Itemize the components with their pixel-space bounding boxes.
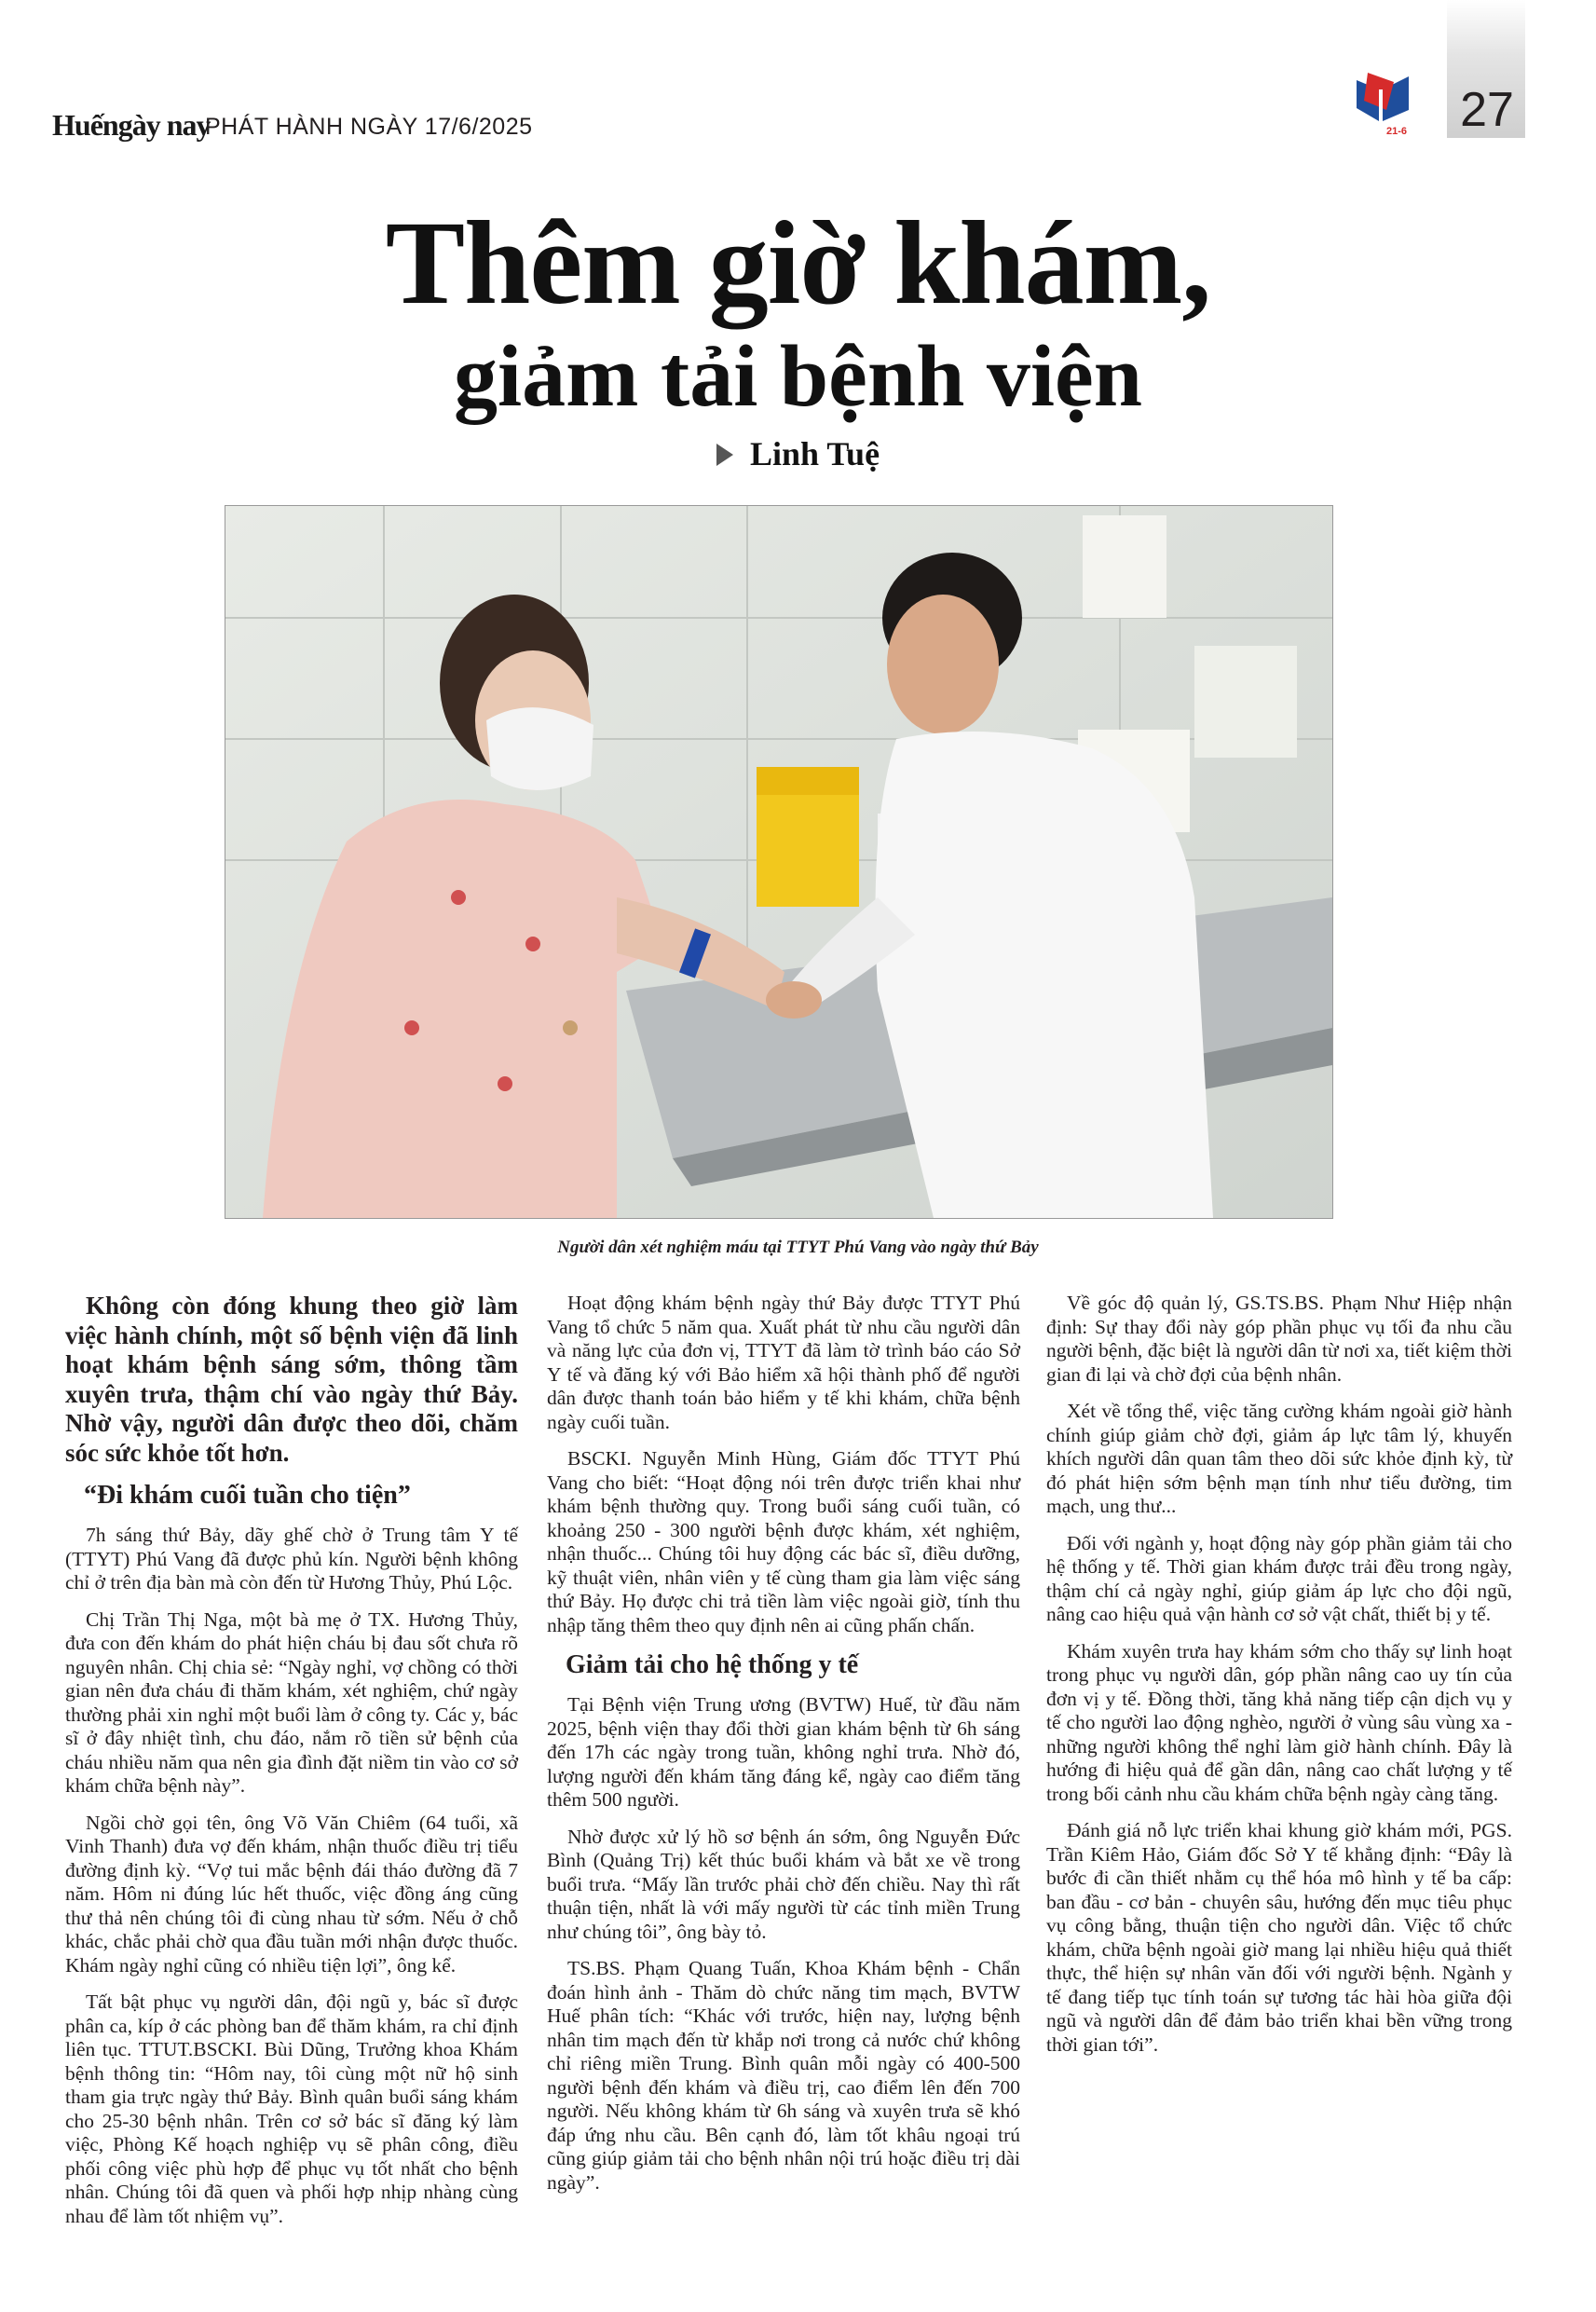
article-column-1 bbox=[65, 1292, 518, 2241]
body-paragraph: Khám xuyên trưa hay khám sớm cho thấy sự linh hoạt trong phục vụ người dân, góp phần nâng cao uy tín của đơn vị y tế. Đồng thời, tăng khả năng tiếp cận dịch vụ y tế cho người lao động nghèo, người ở vùng sâu vùng xa - những người không thể nghỉ làm giờ hành chính. Đây là hướng đi hiệu quả để gần dân, nâng cao chất lượng y tế trong bối cảnh nhu cầu khám chữa bệnh ngày càng tăng. bbox=[1046, 1639, 1512, 1805]
page-header bbox=[52, 97, 704, 153]
body-paragraph: Chị Trần Thị Nga, một bà mẹ ở TX. Hương Thủy, đưa con đến khám do phát hiện cháu bị đau sốt chưa rõ nguyên nhân. Chị chia sẻ: “Ngày nghỉ, vợ chồng có thời gian nên đưa cháu đi thăm khám, xét nghiệm, chứ ngày thường phải xin nghỉ một buổi làm ở công ty. Các y, bác sĩ ở đây nhiệt tình, chu đáo, nắm rõ tiền sử bệnh của cháu nhiều năm qua nên gia đình đặt niềm tin vào cơ sở khám chữa bệnh này”. bbox=[65, 1607, 518, 1797]
body-paragraph: TS.BS. Phạm Quang Tuấn, Khoa Khám bệnh - Chẩn đoán hình ảnh - Thăm dò chức năng tim mạch, BVTW Huế phân tích: “Khác với trước, hiện nay, lượng bệnh nhân tim mạch đến từ khắp nơi trong cả nước chứ không chỉ riêng miền Trung. Bình quân mỗi ngày có 400-500 người bệnh đến khám và điều trị, cao điểm lên đến 700 người. Nếu không khám từ 6h sáng và xuyên trưa sẽ khó đáp ứng nhu cầu. Bên cạnh đó, làm tốt khâu ngoại trú cũng giúp giảm tải cho bệnh nhân nội trú hoặc điều trị dài ngày”. bbox=[547, 1957, 1020, 2194]
body-paragraph: Đánh giá nỗ lực triển khai khung giờ khám mới, PGS. Trần Kiêm Hảo, Giám đốc Sở Y tế khẳng định: “Đây là bước đi cần thiết nhằm cụ thể hóa mô hình y tế ba cấp: ban đầu - cơ bản - chuyên sâu, hướng đến mục tiêu phục vụ công bằng, thuận tiện cho người dân. Việc tổ chức khám, chữa bệnh ngoài giờ mang lại nhiều hiệu quả thiết thực, thể hiện sự nhân văn đối với người bệnh. Ngành y tế đang tiếp tục tính toán sự tương tác hài hòa giữa đội ngũ và người dân để đảm bảo triển khai bền vững trong thời gian tới”. bbox=[1046, 1819, 1512, 2056]
body-paragraph: Hoạt động khám bệnh ngày thứ Bảy được TTYT Phú Vang tổ chức 5 năm qua. Xuất phát từ nhu cầu người dân và năng lực của đơn vị, TTYT đã làm tờ trình báo cáo Sở Y tế và đăng ký với Bảo hiểm xã hội thành phố để người dân được thanh toán bảo hiểm y tế khi khám, chữa bệnh ngày cuối tuần. bbox=[547, 1292, 1020, 1433]
article-title-line1: Thêm giờ khám, bbox=[385, 197, 1211, 329]
lead-paragraph: Không còn đóng khung theo giờ làm việc hành chính, một số bệnh viện đã linh hoạt khám bệnh sáng sớm, thông tầm xuyên trưa, thậm chí vào ngày thứ Bảy. Nhờ vậy, người dân được theo dõi, chăm sóc sức khỏe tốt hơn. bbox=[65, 1292, 518, 1467]
subheading-reduce-load: Giảm tải cho hệ thống y tế bbox=[566, 1650, 859, 1679]
body-paragraph: Xét về tổng thể, việc tăng cường khám ngoài giờ hành chính giúp giảm chờ đợi, giảm áp lực tâm lý, khuyến khích người dân quan tâm theo dõi sức khỏe định kỳ, từ đó phát hiện sớm bệnh mạn tính như tiểu đường, tim mạch, ung thư... bbox=[1046, 1400, 1512, 1517]
body-paragraph: BSCKI. Nguyễn Minh Hùng, Giám đốc TTYT Phú Vang cho biết: “Hoạt động nói trên được triển khai như khám bệnh thường quy. Trong buổi sáng cuối tuần, có khoảng 250 - 300 người bệnh được khám, xét nghiệm, nhận thuốc... Chúng tôi huy động các bác sĩ, điều dưỡng, kỹ thuật viên, nhân viên y tế cùng tham gia làm việc sáng thứ Bảy. Họ được chi trả tiền làm việc ngoài giờ, tính thu nhập tăng thêm theo quy định nên ai cũng phấn chấn. bbox=[547, 1447, 1020, 1636]
play-triangle-icon bbox=[716, 444, 733, 466]
body-paragraph: Đối với ngành y, hoạt động này góp phần giảm tải cho hệ thống y tế. Thời gian khám được trải đều trong ngày, thậm chí cả ngày nghỉ, giúp giảm áp lực cho đội ngũ, nâng cao hiệu quả vận hành cơ sở vật chất, thiết bị y tế. bbox=[1046, 1531, 1512, 1625]
body-paragraph: Nhờ được xử lý hồ sơ bệnh án sớm, ông Nguyễn Đức Bình (Quảng Trị) kết thúc buổi khám và bắt xe về trong buổi trưa. “Mấy lần trước phải chờ đến chiều. Nay thì rất thuận tiện, nhất là với mấy người từ các tỉnh miền Trung như chúng tôi”, ông bày tỏ. bbox=[547, 1825, 1020, 1943]
body-paragraph: Tất bật phục vụ người dân, đội ngũ y, bác sĩ được phân ca, kíp ở các phòng ban để thăm khám, ra chỉ định liên tục. TTUT.BSCKI. Bùi Dũng, Trưởng khoa Khám bệnh thông tin: “Hôm nay, tôi cùng một nữ hộ sinh tham gia trực ngày thứ Bảy. Bình quân buổi sáng khám cho 25-30 bệnh nhân. Trên cơ sở bác sĩ đăng ký làm việc, Phòng Kế hoạch nghiệp vụ sẽ phân công, điều phối công việc phù hợp để phục vụ tốt nhất cho bệnh nhân. Chúng tôi đã quen và phối hợp nhịp nhàng cùng nhau để làm tốt nhiệm vụ”. bbox=[65, 1991, 518, 2227]
article-photo bbox=[225, 505, 1333, 1219]
body-paragraph: Tại Bệnh viện Trung ương (BVTW) Huế, từ đầu năm 2025, bệnh viện thay đổi thời gian khám bệnh từ 6h sáng đến 17h các ngày trong tuần, không nghỉ trưa. Nhờ đó, lượng người đến khám tăng đáng kể, ngày cao điểm tăng thêm 500 người. bbox=[547, 1693, 1020, 1811]
publish-date: PHÁT HÀNH NGÀY 17/6/2025 bbox=[205, 114, 533, 140]
article-column-2 bbox=[547, 1292, 1020, 2208]
body-paragraph: Về góc độ quản lý, GS.TS.BS. Phạm Như Hiệp nhận định: Sự thay đổi này góp phần phục vụ tối đa nhu cầu người bệnh, đặc biệt là người dân từ nơi xa, tiết kiệm thời gian đi lại và chờ đợi của bệnh nhân. bbox=[1046, 1292, 1512, 1386]
svg-text:21-6: 21-6 bbox=[1386, 126, 1408, 137]
byline bbox=[0, 434, 1596, 473]
article-column-3 bbox=[1046, 1292, 1512, 2070]
body-paragraph: 7h sáng thứ Bảy, dãy ghế chờ ở Trung tâm Y tế (TTYT) Phú Vang đã được phủ kín. Người bệnh không chỉ ở trên địa bàn mà còn đến từ Hương Thủy, Phú Lộc. bbox=[65, 1524, 518, 1594]
page-number: 27 bbox=[1460, 83, 1514, 137]
author-name: Linh Tuệ bbox=[749, 435, 880, 472]
subheading-weekend-visit: “Đi khám cuối tuần cho tiện” bbox=[84, 1481, 411, 1510]
press-day-21-6-logo-icon bbox=[1351, 67, 1416, 138]
masthead-logo: Huếngày nay bbox=[52, 108, 211, 142]
body-paragraph: Ngồi chờ gọi tên, ông Võ Văn Chiêm (64 tuổi, xã Vinh Thanh) đưa vợ đến khám, nhận thuốc điều trị tiểu đường định kỳ. “Vợ tui mắc bệnh đái tháo đường đã 7 năm. Hôm ni đúng lúc hết thuốc, việc đồng áng cũng thư thả nên chúng tôi đi cùng nhau từ sớm. Nếu ở chỗ khác, chắc phải chờ qua đầu tuần mới nhận được thuốc. Khám ngày nghỉ cũng có nhiều tiện lợi”, ông kể. bbox=[65, 1811, 518, 1977]
photo-caption: Người dân xét nghiệm máu tại TTYT Phú Vang vào ngày thứ Bảy bbox=[557, 1238, 1039, 1257]
article-title-line2: giảm tải bệnh viện bbox=[453, 328, 1142, 425]
